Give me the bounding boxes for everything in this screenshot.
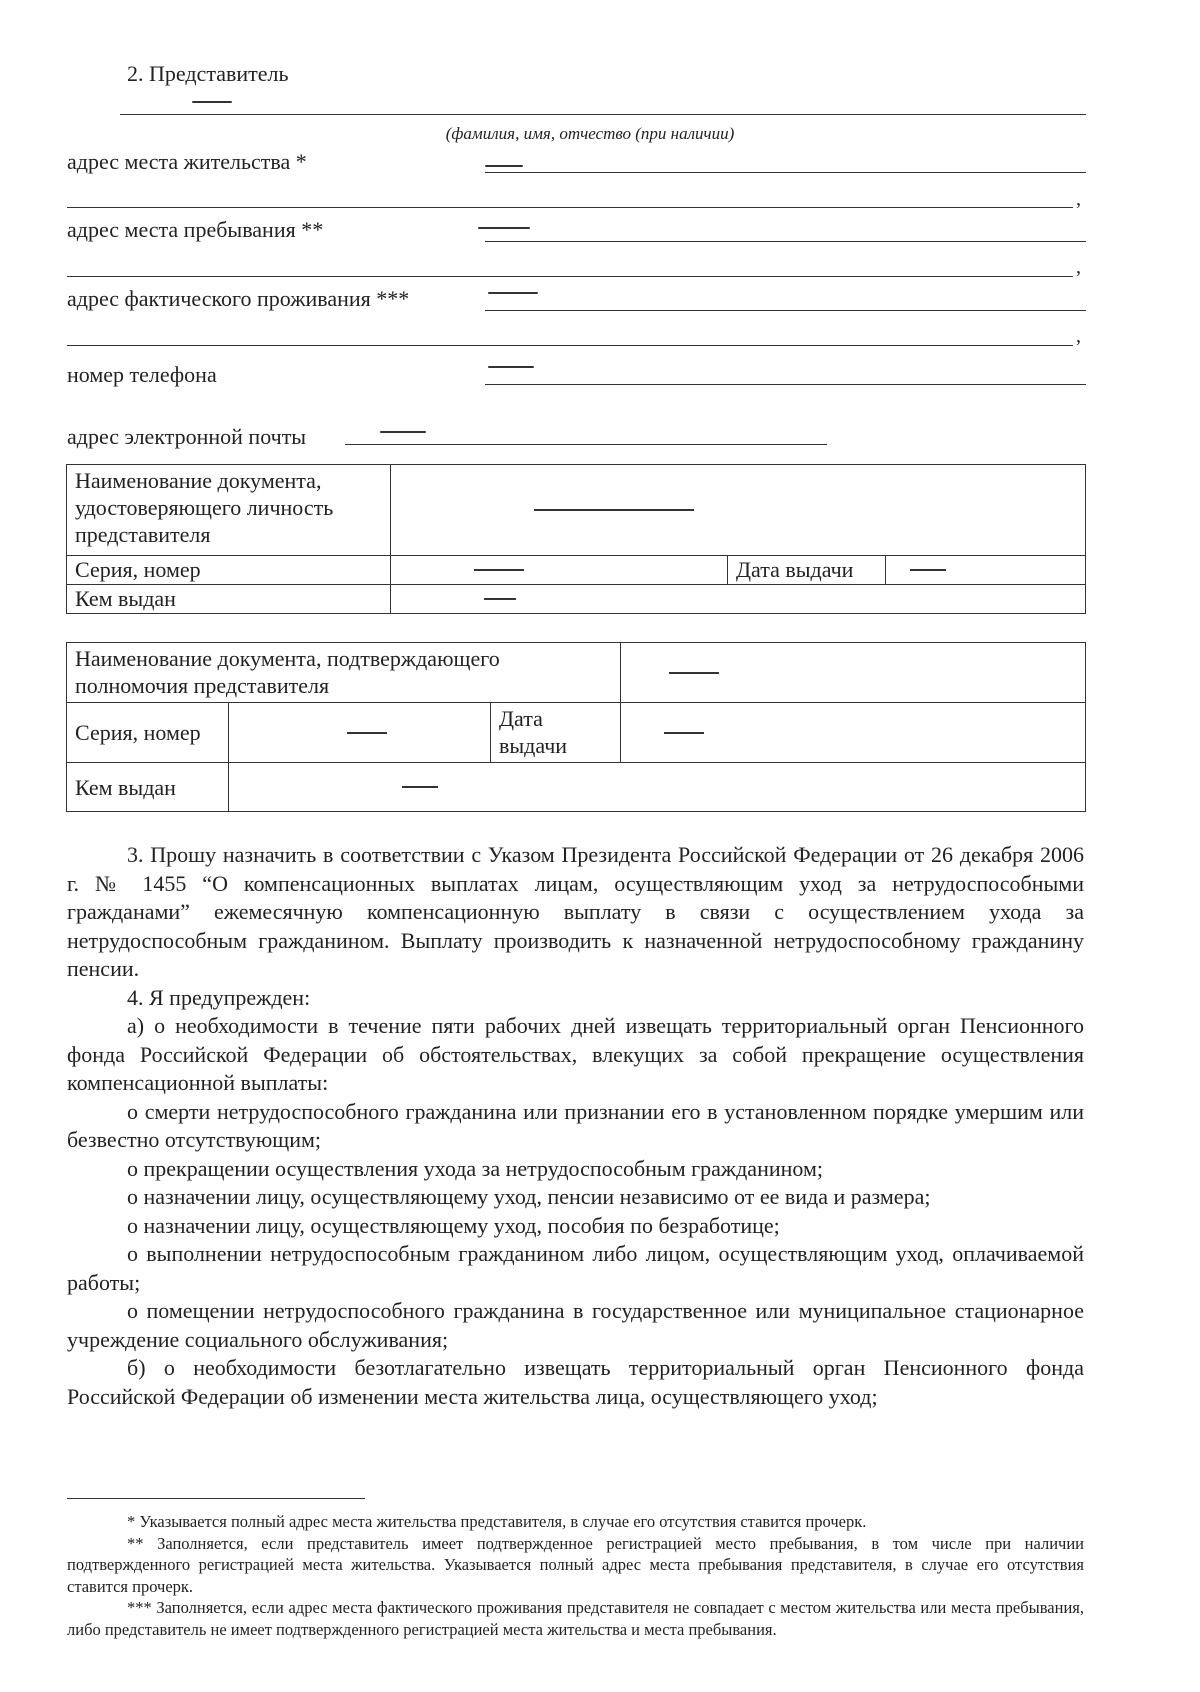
handwritten-dash [402,786,438,788]
authority-doc-name-label: Наименование документа, подтверждающего полномочия представителя [67,643,621,703]
authority-date-label: Дата выдачи [491,703,621,763]
actual-address-field-line[interactable] [485,310,1086,311]
identity-series-label: Серия, номер [67,556,391,585]
identity-document-table [66,464,1086,614]
identity-series-value[interactable] [391,556,728,585]
authority-issued-value[interactable] [229,763,1086,812]
list-item: о назначении лицу, осуществляющему уход, пособия по безработице; [127,1212,780,1238]
section-title: 2. Представитель [127,61,289,86]
list-item: о выполнении нетрудоспособным гражданином либо лицом, осуществляющим уход, оплачиваемой работы; [67,1241,1084,1295]
phone-field-line[interactable] [485,384,1086,385]
handwritten-dash [347,732,387,734]
handwritten-dash [380,431,426,433]
paragraph-4a: а) о необходимости в течение пяти рабочих дней извещать территориальный орган Пенсионного фонда Российской Федерации об обстоятельствах, влекущих за собой прекращение осуществления компенсационной выплаты: [67,1013,1084,1095]
handwritten-dash [669,672,719,674]
authority-series-value[interactable] [229,703,491,763]
name-field-line[interactable] [120,114,1086,115]
footnote-separator [67,1498,365,1499]
handwritten-dash [485,165,523,167]
residence-label: адрес места жительства * [67,149,307,174]
footnote-1: * Указывается полный адрес места жительства представителя, в случае его отсутствия ставится прочерк. [127,1512,867,1531]
list-item: о назначении лицу, осуществляющему уход, пенсии независимо от ее вида и размера; [127,1184,931,1209]
identity-doc-name-value[interactable] [391,465,1086,556]
handwritten-dash [488,292,538,294]
paragraph-4b: б) о необходимости безотлагательно извещать территориальный орган Пенсионного фонда Российской Федерации об изменении места жительства лица, осуществляющего уход; [67,1355,1084,1409]
identity-date-value[interactable] [886,556,1086,585]
list-item: о помещении нетрудоспособного гражданина в государственное или муниципальное стационарное учреждение социального обслуживания; [67,1298,1084,1352]
comma: , [1076,256,1081,278]
handwritten-dash [664,732,704,734]
list-item: о прекращении осуществления ухода за нетрудоспособным гражданином; [127,1155,824,1181]
stay-field-line-2[interactable] [67,276,1073,277]
handwritten-dash [192,101,232,103]
authority-series-label: Серия, номер [67,703,229,763]
list-item: о смерти нетрудоспособного гражданина или признании его в установленном порядке умершим или безвестно отсутствующим; [67,1098,1084,1152]
actual-address-field-line-2[interactable] [67,345,1073,346]
identity-doc-name-label: Наименование документа, удостоверяющего личность представителя [67,465,391,556]
name-field-caption: (фамилия, имя, отчество (при наличии) [445,124,735,143]
email-label: адрес электронной почты [67,424,307,449]
authority-document-table [66,642,1086,812]
paragraph-4: 4. Я предупрежден: [127,984,311,1010]
stay-label: адрес места пребывания ** [67,217,324,242]
identity-date-label: Дата выдачи [728,556,886,585]
handwritten-dash [534,509,694,511]
residence-field-line-2[interactable] [67,207,1073,208]
footnote-3: *** Заполняется, если адрес места фактического проживания представителя не совпадает с местом жительства или места пребывания, либо представитель не имеет подтвержденного регистрацией места жительства и места пребывания. [67,1598,1084,1639]
paragraph-3: 3. Прошу назначить в соответствии с Указом Президента Российской Федерации от 26 декабря 2006 г. № 1455 “О компенсационных выплатах лицам, осуществляющим уход за нетрудоспособными гражданами” ежемесячную компенсационную выплату в связи с осуществлением ухода за нетрудоспособным гражданином. Выплату производить к назначенной нетрудоспособному гражданину пенсии. [67,842,1084,981]
stay-field-line[interactable] [485,241,1086,242]
identity-issued-value[interactable] [391,585,1086,614]
handwritten-dash [478,227,530,229]
phone-label: номер телефона [67,362,217,387]
footnote-2: ** Заполняется, если представитель имеет подтвержденное регистрацией место пребывания, в том числе при наличии подтвержденного регистрацией места жительства. Указывается полный адрес места пребывания представителя, в случае его отсутствия ставится прочерк. [67,1533,1084,1596]
comma: , [1076,188,1081,210]
actual-address-label: адрес фактического проживания *** [67,286,410,311]
identity-issued-label: Кем выдан [67,585,391,614]
body-text [67,841,1084,1411]
handwritten-dash [474,569,524,571]
handwritten-dash [488,366,534,368]
authority-date-value[interactable] [621,703,1086,763]
authority-doc-name-value[interactable] [621,643,1086,703]
residence-field-line[interactable] [485,172,1086,173]
email-field-line[interactable] [345,444,827,445]
comma: , [1076,325,1081,347]
handwritten-dash [484,598,516,600]
handwritten-dash [910,569,946,571]
footnotes [67,1511,1084,1640]
authority-issued-label: Кем выдан [67,763,229,812]
